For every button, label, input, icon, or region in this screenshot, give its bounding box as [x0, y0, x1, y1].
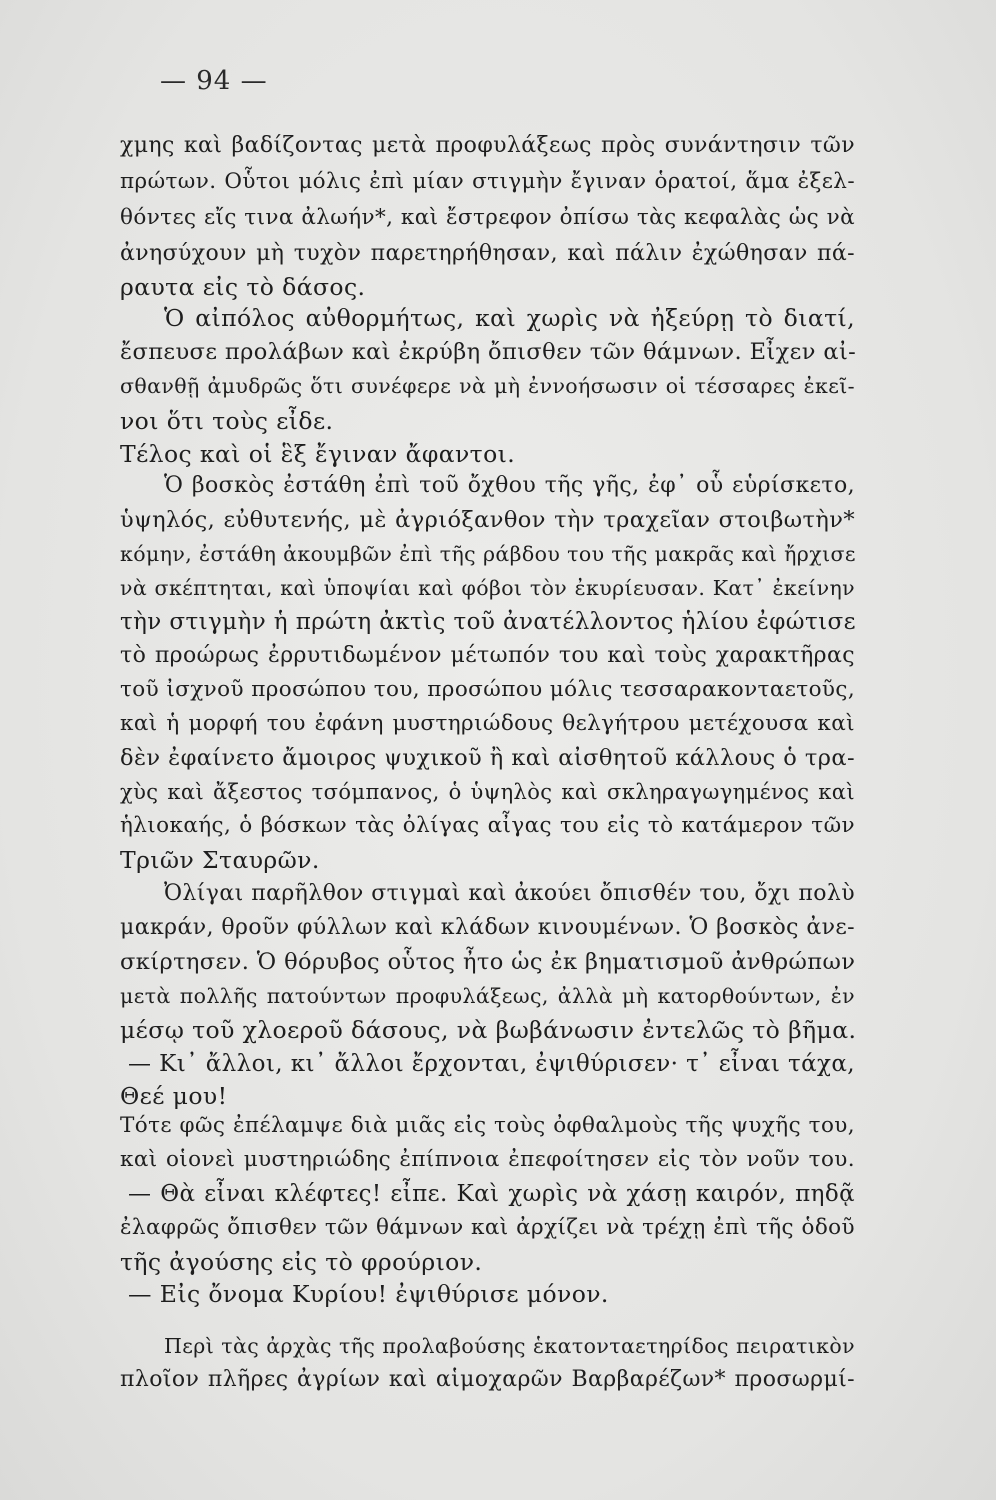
- text-line: Θεέ μου!: [120, 1082, 228, 1110]
- text-line: κόμην, ἐστάθη ἀκουμβῶν ἐπὶ τῆς ράβδου του τῆς μακρᾶς καὶ ἤρχισε: [120, 542, 856, 566]
- text-line: ἐλαφρῶς ὄπισθεν τῶν θάμνων καὶ ἀρχίζει νὰ τρέχῃ ἐπὶ τῆς ὁδοῦ: [120, 1215, 855, 1240]
- text-line: Ὁ βοσκὸς ἐστάθη ἐπὶ τοῦ ὄχθου τῆς γῆς, ἐφ᾽ οὗ εὑρίσκετο,: [164, 473, 855, 498]
- text-line: χὺς καὶ ἄξεστος τσόμπανος, ὁ ὑψηλὸς καὶ σκληραγωγημένος καὶ: [120, 780, 855, 804]
- text-line: Ὁ αἰπόλος αὐθορμήτως, καὶ χωρὶς νὰ ἠξεύρῃ τὸ διατί,: [164, 304, 855, 332]
- text-line: μακράν, θροῦν φύλλων καὶ κλάδων κινουμένων. Ὁ βοσκὸς ἀνε-: [120, 915, 855, 940]
- text-line: μετὰ πολλῆς πατούντων προφυλάξεως, ἀλλὰ μὴ κατορθούντων, ἐν: [120, 984, 855, 1008]
- text-line: Ὀλίγαι παρῆλθον στιγμαὶ καὶ ἀκούει ὄπισθέν του, ὄχι πολὺ: [164, 881, 855, 906]
- text-line: καὶ οἱονεὶ μυστηριώδης ἐπίπνοια ἐπεφοίτησεν εἰς τὸν νοῦν του.: [120, 1147, 855, 1172]
- text-line: ἀνησύχουν μὴ τυχὸν παρετηρήθησαν, καὶ πάλιν ἐχώθησαν πά-: [120, 241, 855, 266]
- text-line: — Εἰς ὄνομα Κυρίου! ἐψιθύρισε μόνον.: [128, 1280, 609, 1308]
- page-number: — 94 —: [160, 66, 268, 96]
- text-line: χμης καὶ βαδίζοντας μετὰ προφυλάξεως πρὸς συνάντησιν τῶν: [120, 133, 855, 158]
- text-line: μέσῳ τοῦ χλοεροῦ δάσους, νὰ βωβάνωσιν ἐντελῶς τὸ βῆμα.: [120, 1016, 857, 1044]
- text-line: Τέλος καὶ οἱ ἓξ ἔγιναν ἄφαντοι.: [120, 440, 516, 468]
- text-line: τῆς ἀγούσης εἰς τὸ φρούριον.: [120, 1248, 483, 1276]
- text-line: δὲν ἐφαίνετο ἄμοιρος ψυχικοῦ ἢ καὶ αἰσθητοῦ κάλλους ὁ τρα-: [120, 745, 855, 771]
- text-line: καὶ ἡ μορφή του ἐφάνη μυστηριώδους θελγήτρου μετέχουσα καὶ: [120, 711, 855, 736]
- text-line: — Κι᾽ ἄλλοι, κι᾽ ἄλλοι ἔρχονται, ἐψιθύρισεν· τ᾽ εἶναι τάχα,: [128, 1051, 856, 1077]
- text-line: σθανθῇ ἀμυδρῶς ὅτι συνέφερε νὰ μὴ ἐννοήσωσιν οἱ τέσσαρες ἐκεῖ-: [120, 374, 855, 398]
- text-line: Περὶ τὰς ἀρχὰς τῆς προλαβούσης ἑκατονταετηρίδος πειρατικὸν: [164, 1334, 855, 1358]
- text-line: τὸ προώρως ἐρρυτιδωμένον μέτωπόν του καὶ τοὺς χαρακτῆρας: [120, 643, 855, 668]
- text-line: Τριῶν Σταυρῶν.: [120, 846, 320, 874]
- text-line: πλοῖον πλῆρες ἀγρίων καὶ αἱμοχαρῶν Βαρβαρέζων* προσωρμί-: [120, 1367, 855, 1392]
- text-line: τὴν στιγμὴν ἡ πρώτη ἀκτὶς τοῦ ἀνατέλλοντος ἡλίου ἐφώτισε: [120, 609, 856, 635]
- text-line: ὑψηλός, εὐθυτενής, μὲ ἀγριόξανθον τὴν τραχεῖαν στοιβωτὴν*: [120, 507, 855, 533]
- text-line: πρώτων. Οὗτοι μόλις ἐπὶ μίαν στιγμὴν ἔγιναν ὁρατοί, ἅμα ἐξελ-: [120, 169, 855, 194]
- text-line: νὰ σκέπτηται, καὶ ὑποψίαι καὶ φόβοι τὸν ἐκυρίευσαν. Κατ᾽ ἐκείνην: [120, 576, 855, 600]
- text-line: ἡλιοκαής, ὁ βόσκων τὰς ὀλίγας αἶγας του εἰς τὸ κατάμερον τῶν: [120, 813, 855, 838]
- text-line: σκίρτησεν. Ὁ θόρυβος οὗτος ἦτο ὡς ἐκ βηματισμοῦ ἀνθρώπων: [120, 949, 856, 975]
- text-line: Τότε φῶς ἐπέλαμψε διὰ μιᾶς εἰς τοὺς ὀφθαλμοὺς τῆς ψυχῆς του,: [120, 1113, 855, 1138]
- text-line: — Θὰ εἶναι κλέφτες! εἶπε. Καὶ χωρὶς νὰ χάσῃ καιρόν, πηδᾷ: [128, 1181, 855, 1207]
- text-line: νοι ὅτι τοὺς εἶδε.: [120, 407, 334, 435]
- text-line: θόντες εἴς τινα ἀλωήν*, καὶ ἔστρεφον ὀπίσω τὰς κεφαλὰς ὡς νὰ: [120, 205, 855, 230]
- text-line: ἔσπευσε προλάβων καὶ ἐκρύβη ὄπισθεν τῶν θάμνων. Εἶχεν αἰ-: [120, 339, 857, 365]
- text-line: τοῦ ἰσχνοῦ προσώπου του, προσώπου μόλις τεσσαρακονταετοῦς,: [120, 677, 856, 702]
- text-line: ραυτα εἰς τὸ δάσος.: [120, 273, 366, 301]
